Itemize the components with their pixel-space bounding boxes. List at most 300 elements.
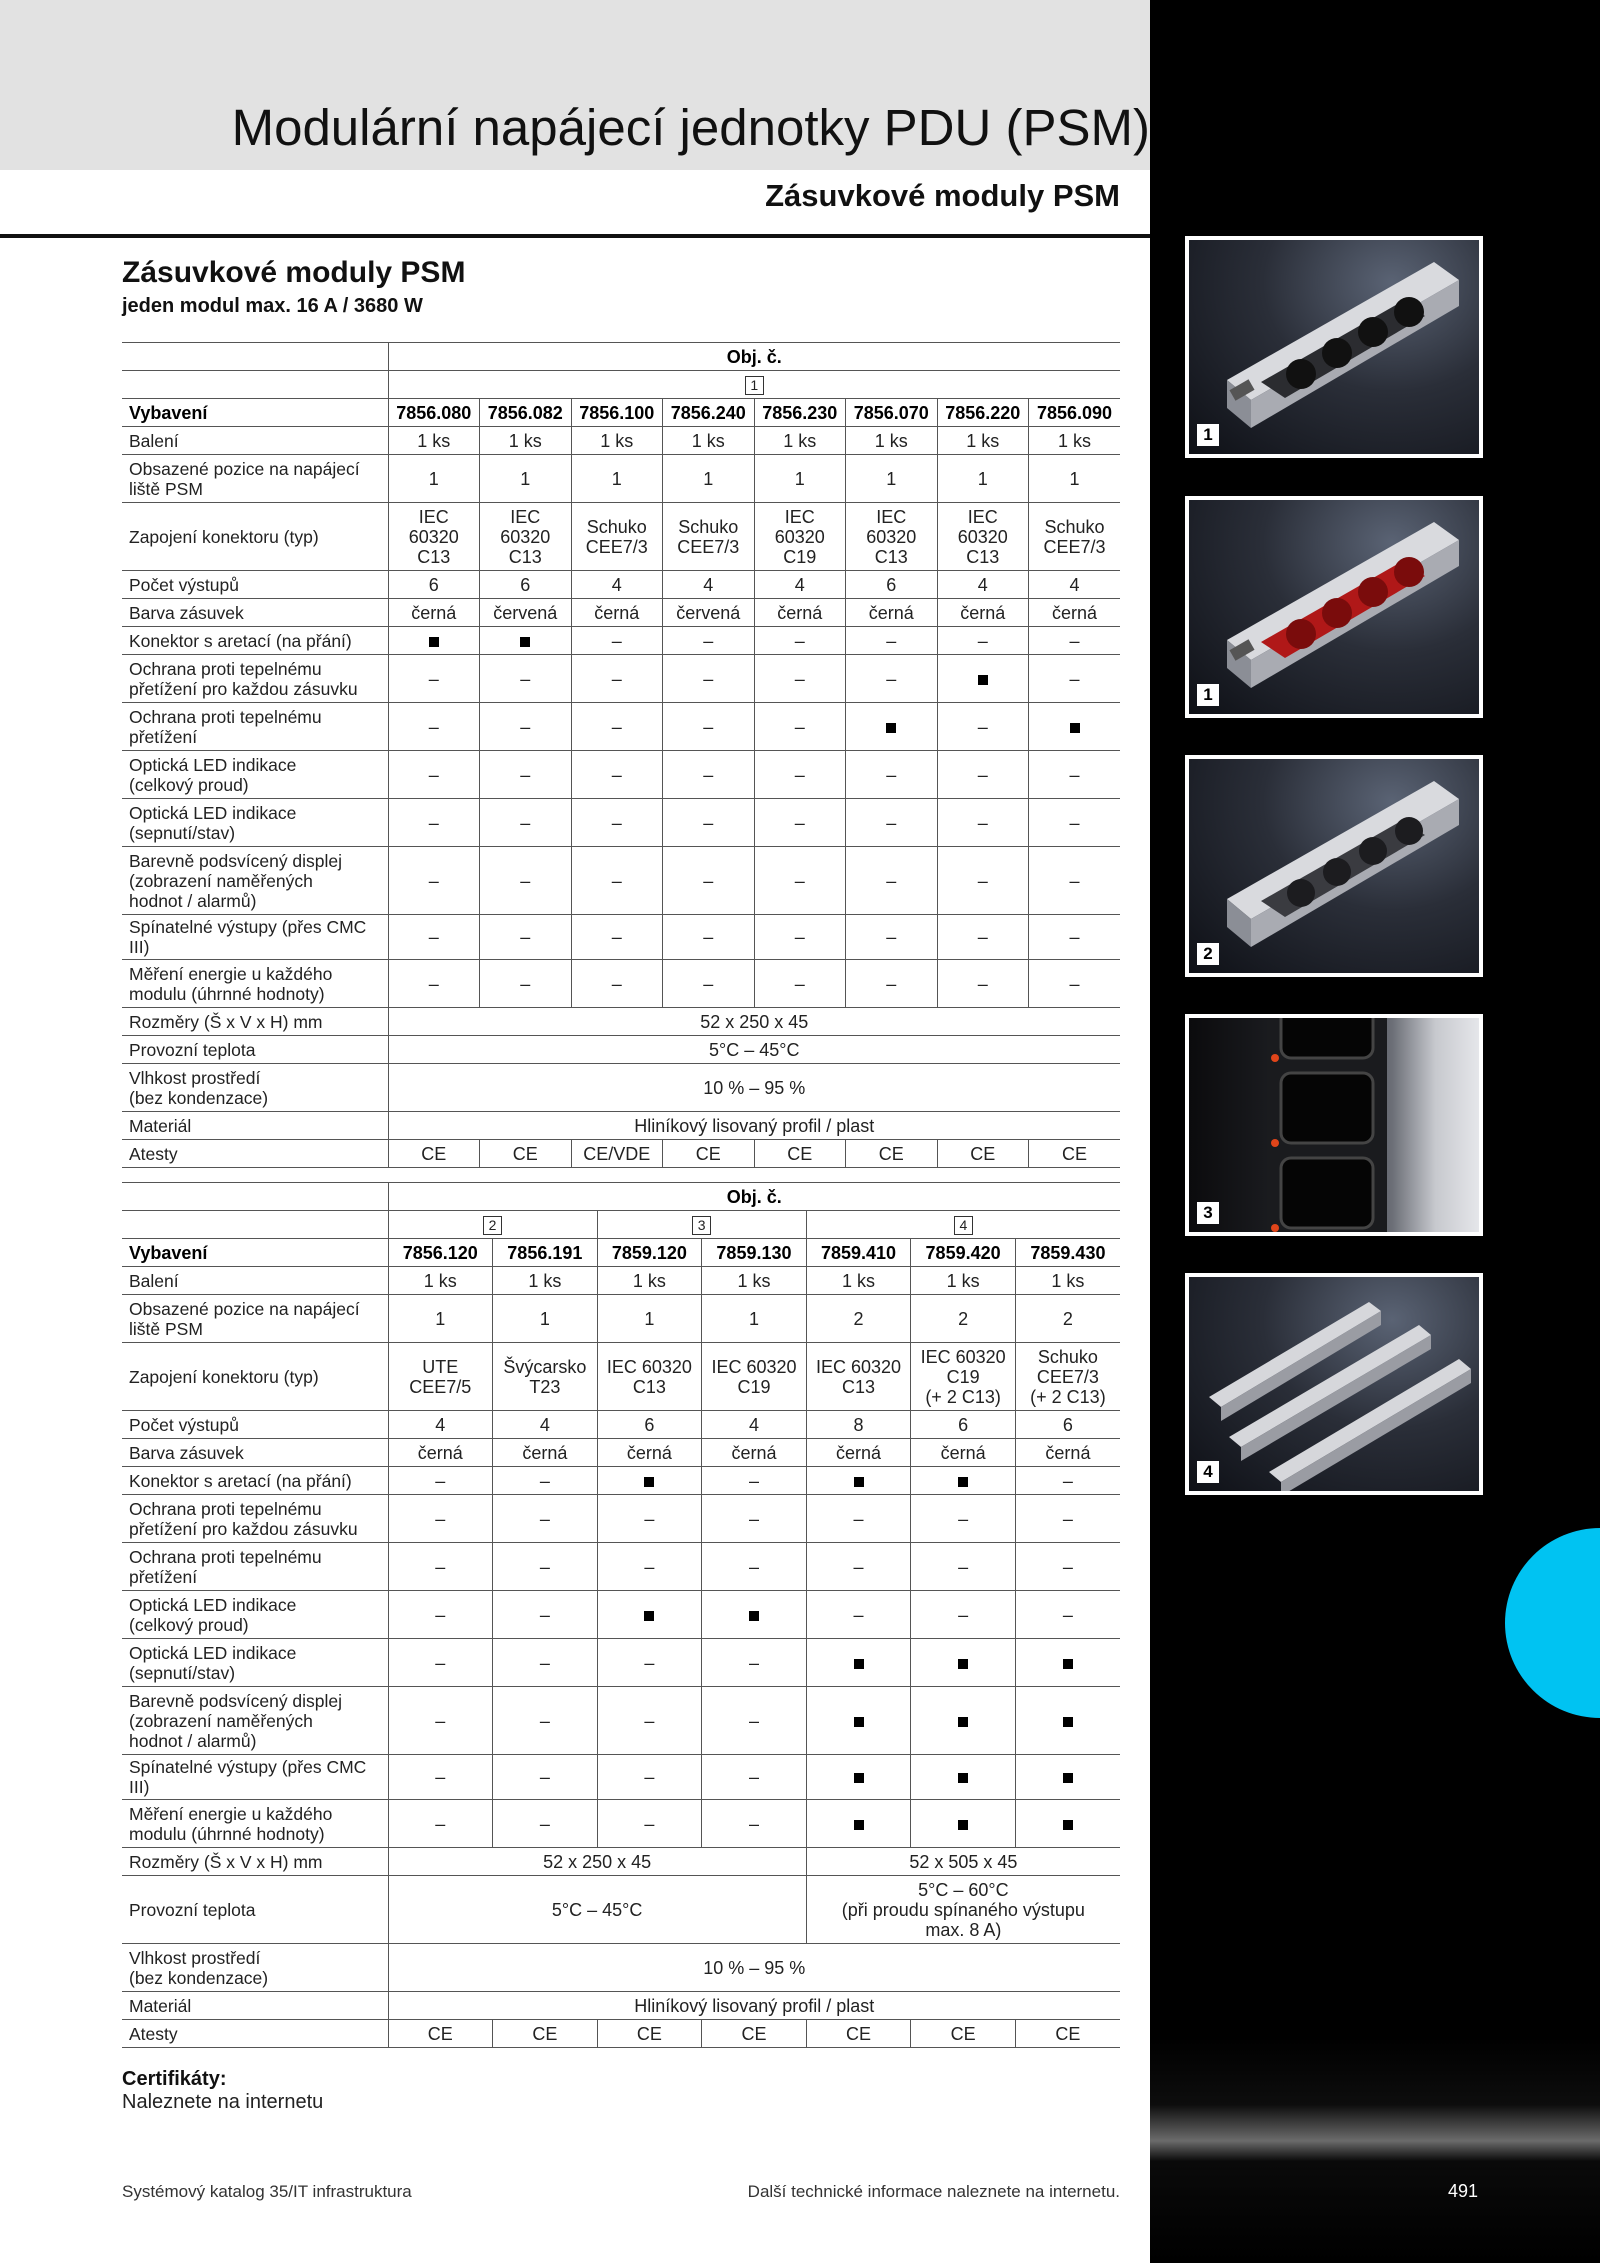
- table-row: [122, 1267, 1120, 1295]
- table-cell: –: [480, 915, 572, 960]
- table-cell: –: [911, 1495, 1016, 1543]
- table-cell: červená: [663, 599, 755, 627]
- table-cell: 1 ks: [388, 427, 480, 455]
- table-cell: 6: [597, 1411, 702, 1439]
- table-cell: CE: [493, 2020, 598, 2048]
- table-cell: 6: [846, 571, 938, 599]
- table-cell: –: [388, 1495, 493, 1543]
- table-cell: –: [571, 655, 663, 703]
- dims-row: [122, 1848, 1120, 1876]
- codes-row: [122, 399, 1120, 427]
- table-cell: –: [911, 1591, 1016, 1639]
- table-cell: černá: [571, 599, 663, 627]
- row-label: Materiál: [122, 1992, 388, 2020]
- table-cell: –: [846, 627, 938, 655]
- order-code: 7859.410: [806, 1239, 911, 1267]
- table-cell: IEC 60320 C19: [702, 1343, 807, 1411]
- page-number: 491: [1448, 2181, 1479, 2201]
- table-cell: –: [597, 1495, 702, 1543]
- row-label: Měření energie u každého modulu (úhrnné hodnoty): [122, 1800, 388, 1848]
- yes-marker-icon: [520, 637, 530, 647]
- table-cell: černá: [597, 1439, 702, 1467]
- table-row: [122, 1008, 1120, 1036]
- product-photo-black-module: [1185, 236, 1483, 458]
- table-cell: –: [388, 703, 480, 751]
- table-cell: –: [754, 915, 846, 960]
- table-cell: 2: [911, 1295, 1016, 1343]
- table-cell: 4: [571, 571, 663, 599]
- order-code: 7856.120: [388, 1239, 493, 1267]
- yes-marker-icon: [644, 1611, 654, 1621]
- table-cell: –: [702, 1543, 807, 1591]
- table-cell: CE: [388, 2020, 493, 2048]
- table-cell: –: [702, 1495, 807, 1543]
- table-cell: 1: [388, 1295, 493, 1343]
- row-label: Počet výstupů: [122, 571, 388, 599]
- table-cell: –: [388, 1591, 493, 1639]
- yes-marker-icon: [749, 1611, 759, 1621]
- table-cell: 1 ks: [806, 1267, 911, 1295]
- yes-marker-icon: [958, 1659, 968, 1669]
- table-cell: –: [754, 799, 846, 847]
- table-cell: –: [846, 847, 938, 915]
- table-cell: –: [480, 655, 572, 703]
- table-cell: –: [493, 1687, 598, 1755]
- merged-value: 52 x 250 x 45: [388, 1008, 1120, 1036]
- table-cell: [388, 627, 480, 655]
- table-cell: –: [493, 1467, 598, 1495]
- table-cell: IEC 60320 C19: [754, 503, 846, 571]
- table-cell: –: [1015, 1591, 1120, 1639]
- row-label: Měření energie u každého modulu (úhrnné hodnoty): [122, 960, 388, 1008]
- table-cell: –: [663, 703, 755, 751]
- table-cell: [702, 1591, 807, 1639]
- table-row: [122, 1112, 1120, 1140]
- product-photo-red-module: [1185, 496, 1483, 718]
- table-row: [122, 1591, 1120, 1639]
- order-code: 7856.082: [480, 399, 572, 427]
- table-cell: –: [1029, 799, 1121, 847]
- table-row: [122, 703, 1120, 751]
- table-row: [122, 1495, 1120, 1543]
- table-row: [122, 1343, 1120, 1411]
- row-label: Optická LED indikace (celkový proud): [122, 751, 388, 799]
- table-cell: CE: [1029, 1140, 1121, 1168]
- table-cell: IEC 60320 C13: [597, 1343, 702, 1411]
- table-row: [122, 1036, 1120, 1064]
- table-cell: [911, 1467, 1016, 1495]
- section-title: Zásuvkové moduly PSM: [122, 256, 466, 289]
- table-cell: –: [663, 960, 755, 1008]
- yes-marker-icon: [886, 723, 896, 733]
- table-cell: [1015, 1800, 1120, 1848]
- table-cell: –: [1029, 960, 1121, 1008]
- table-cell: [911, 1687, 1016, 1755]
- table-cell: CE: [1015, 2020, 1120, 2048]
- spec-table-1: [122, 342, 1120, 1168]
- table-cell: IEC 60320 C13: [846, 503, 938, 571]
- table-row: [122, 751, 1120, 799]
- row-label: Zapojení konektoru (typ): [122, 503, 388, 571]
- table-cell: 1: [846, 455, 938, 503]
- equip-label: Vybavení: [122, 399, 388, 427]
- row-label: Počet výstupů: [122, 1411, 388, 1439]
- table-cell: 1: [571, 455, 663, 503]
- page-subtitle: Zásuvkové moduly PSM: [765, 178, 1120, 213]
- table-cell: –: [846, 799, 938, 847]
- table-cell: IEC 60320 C13: [388, 503, 480, 571]
- table-row: [122, 571, 1120, 599]
- table-cell: 1: [663, 455, 755, 503]
- row-label: Spínatelné výstupy (přes CMC III): [122, 915, 388, 960]
- table-cell: –: [571, 915, 663, 960]
- merged-value: 10 % – 95 %: [388, 1944, 1120, 1992]
- table-cell: –: [846, 960, 938, 1008]
- table-cell: –: [937, 627, 1029, 655]
- table-cell: –: [493, 1495, 598, 1543]
- table-cell: [937, 655, 1029, 703]
- table-cell: [480, 627, 572, 655]
- table-cell: 6: [911, 1411, 1016, 1439]
- table-cell: 6: [480, 571, 572, 599]
- table-cell: 4: [1029, 571, 1121, 599]
- table-cell: [122, 343, 388, 371]
- table-cell: –: [663, 915, 755, 960]
- table-cell: CE: [806, 2020, 911, 2048]
- row-label: Ochrana proti tepelnému přetížení pro každou zásuvku: [122, 1495, 388, 1543]
- table-cell: 1 ks: [493, 1267, 598, 1295]
- row-label: Atesty: [122, 1140, 388, 1168]
- table-cell: –: [480, 703, 572, 751]
- table-cell: černá: [388, 599, 480, 627]
- photo-number: 2: [1197, 943, 1219, 965]
- yes-marker-icon: [429, 637, 439, 647]
- table-cell: –: [388, 1755, 493, 1800]
- table-row: [122, 1439, 1120, 1467]
- temp-row: [122, 1876, 1120, 1944]
- table-cell: –: [388, 1639, 493, 1687]
- table-cell: CE: [846, 1140, 938, 1168]
- table-cell: –: [480, 960, 572, 1008]
- table-cell: 1 ks: [846, 427, 938, 455]
- table-cell: [806, 1755, 911, 1800]
- merged-value: 5°C – 60°C (při proudu spínaného výstupu max. 8 A): [806, 1876, 1120, 1944]
- table-cell: 1 ks: [571, 427, 663, 455]
- table-cell: CE: [702, 2020, 807, 2048]
- table-row: [122, 1467, 1120, 1495]
- obj-label: Obj. č.: [388, 1183, 1120, 1211]
- table-row: [122, 915, 1120, 960]
- table-cell: UTE CEE7/5: [388, 1343, 493, 1411]
- yes-marker-icon: [1063, 1820, 1073, 1830]
- table-cell: [911, 1639, 1016, 1687]
- table-cell: CE: [663, 1140, 755, 1168]
- atesty-row: [122, 1140, 1120, 1168]
- merged-value: Hliníkový lisovaný profil / plast: [388, 1992, 1120, 2020]
- group-cell: [388, 371, 1120, 399]
- row-label: Barevně podsvícený displej (zobrazení naměřených hodnot / alarmů): [122, 1687, 388, 1755]
- row-label: Provozní teplota: [122, 1876, 388, 1944]
- order-code: 7856.220: [937, 399, 1029, 427]
- table-cell: –: [597, 1543, 702, 1591]
- table-cell: 8: [806, 1411, 911, 1439]
- table-row: [122, 503, 1120, 571]
- yes-marker-icon: [978, 675, 988, 685]
- obj-header-row: [122, 1183, 1120, 1211]
- table-cell: 2: [806, 1295, 911, 1343]
- row-label: Rozměry (Š x V x H) mm: [122, 1008, 388, 1036]
- group-number-box: 3: [692, 1216, 711, 1235]
- table-cell: [806, 1800, 911, 1848]
- yes-marker-icon: [644, 1477, 654, 1487]
- yes-marker-icon: [1063, 1717, 1073, 1727]
- merged-value: 10 % – 95 %: [388, 1064, 1120, 1112]
- certificates-text: Naleznete na internetu: [122, 2091, 324, 2113]
- table-cell: černá: [911, 1439, 1016, 1467]
- equip-label: Vybavení: [122, 1239, 388, 1267]
- table-cell: 1 ks: [597, 1267, 702, 1295]
- table-cell: 1: [493, 1295, 598, 1343]
- table-row: [122, 799, 1120, 847]
- table-cell: černá: [1015, 1439, 1120, 1467]
- table-cell: 1: [597, 1295, 702, 1343]
- photo-number: 4: [1197, 1461, 1219, 1483]
- product-photo-iec-closeup: [1185, 1014, 1483, 1236]
- atesty-row: [122, 2020, 1120, 2048]
- table-cell: černá: [493, 1439, 598, 1467]
- table-cell: –: [493, 1639, 598, 1687]
- table-cell: černá: [937, 599, 1029, 627]
- row-label: Barva zásuvek: [122, 599, 388, 627]
- table-cell: černá: [1029, 599, 1121, 627]
- right-photo-panel: [1150, 0, 1600, 2263]
- table-cell: černá: [388, 1439, 493, 1467]
- table-cell: –: [846, 655, 938, 703]
- table-cell: 1 ks: [480, 427, 572, 455]
- table-cell: Schuko CEE7/3: [571, 503, 663, 571]
- yes-marker-icon: [854, 1477, 864, 1487]
- order-code: 7856.100: [571, 399, 663, 427]
- yes-marker-icon: [854, 1773, 864, 1783]
- page-title: Modulární napájecí jednotky PDU (PSM): [231, 99, 1150, 156]
- table-row: [122, 1411, 1120, 1439]
- table-row: [122, 599, 1120, 627]
- table-row: [122, 1295, 1120, 1343]
- table-cell: [597, 1467, 702, 1495]
- table-row: [122, 1755, 1120, 1800]
- table-cell: černá: [702, 1439, 807, 1467]
- table-cell: 4: [937, 571, 1029, 599]
- table-cell: –: [702, 1800, 807, 1848]
- row-label: Ochrana proti tepelnému přetížení: [122, 703, 388, 751]
- table-cell: 4: [493, 1411, 598, 1439]
- table-cell: 1 ks: [1015, 1267, 1120, 1295]
- row-label: Provozní teplota: [122, 1036, 388, 1064]
- group-cell: [388, 1211, 597, 1239]
- table-cell: –: [846, 915, 938, 960]
- table-cell: 4: [754, 571, 846, 599]
- group-row: [122, 371, 1120, 399]
- order-code: 7859.420: [911, 1239, 1016, 1267]
- table-cell: CE: [480, 1140, 572, 1168]
- certificates-title: Certifikáty:: [122, 2068, 227, 2090]
- table-cell: –: [754, 703, 846, 751]
- yes-marker-icon: [854, 1820, 864, 1830]
- row-label: Zapojení konektoru (typ): [122, 1343, 388, 1411]
- table-cell: –: [702, 1687, 807, 1755]
- table-cell: –: [1029, 915, 1121, 960]
- table-cell: –: [388, 751, 480, 799]
- order-code: 7856.191: [493, 1239, 598, 1267]
- obj-header-row: [122, 343, 1120, 371]
- table-cell: –: [663, 751, 755, 799]
- footer-info: Další technické informace naleznete na internetu.: [747, 2182, 1120, 2201]
- yes-marker-icon: [958, 1773, 968, 1783]
- row-label: Obsazené pozice na napájecí liště PSM: [122, 455, 388, 503]
- table-cell: –: [388, 1543, 493, 1591]
- row-label: Vlhkost prostředí (bez kondenzace): [122, 1944, 388, 1992]
- group-cell: [806, 1211, 1120, 1239]
- order-code: 7856.230: [754, 399, 846, 427]
- table-cell: 2: [1015, 1295, 1120, 1343]
- table-cell: –: [937, 960, 1029, 1008]
- table-cell: –: [388, 1800, 493, 1848]
- table-cell: –: [388, 1467, 493, 1495]
- table-cell: –: [1015, 1495, 1120, 1543]
- table-cell: –: [388, 915, 480, 960]
- table-cell: –: [937, 703, 1029, 751]
- table-cell: –: [937, 751, 1029, 799]
- table-cell: černá: [806, 1439, 911, 1467]
- table-cell: –: [937, 847, 1029, 915]
- table-row: [122, 1992, 1120, 2020]
- table-cell: –: [702, 1639, 807, 1687]
- group-number-box: 1: [745, 376, 764, 395]
- table-cell: IEC 60320 C13: [806, 1343, 911, 1411]
- table-cell: 4: [702, 1411, 807, 1439]
- table-cell: –: [806, 1543, 911, 1591]
- table-cell: –: [388, 847, 480, 915]
- table-cell: [806, 1687, 911, 1755]
- table-cell: černá: [846, 599, 938, 627]
- yes-marker-icon: [1063, 1773, 1073, 1783]
- table-cell: červená: [480, 599, 572, 627]
- table-cell: CE/VDE: [571, 1140, 663, 1168]
- table-row: [122, 1800, 1120, 1848]
- table-cell: 1: [480, 455, 572, 503]
- table-cell: [911, 1755, 1016, 1800]
- order-code: 7856.070: [846, 399, 938, 427]
- table-cell: [846, 703, 938, 751]
- row-label: Materiál: [122, 1112, 388, 1140]
- table-cell: –: [388, 655, 480, 703]
- yes-marker-icon: [1070, 723, 1080, 733]
- yes-marker-icon: [854, 1717, 864, 1727]
- table-cell: 1: [388, 455, 480, 503]
- order-code: 7856.090: [1029, 399, 1121, 427]
- table-cell: –: [493, 1543, 598, 1591]
- table-cell: –: [480, 799, 572, 847]
- table-cell: –: [702, 1467, 807, 1495]
- order-code: 7859.120: [597, 1239, 702, 1267]
- order-code: 7859.130: [702, 1239, 807, 1267]
- table-cell: –: [663, 655, 755, 703]
- row-label: Barevně podsvícený displej (zobrazení naměřených hodnot / alarmů): [122, 847, 388, 915]
- table-cell: –: [597, 1687, 702, 1755]
- table-cell: –: [571, 960, 663, 1008]
- table-cell: –: [571, 627, 663, 655]
- table-cell: černá: [754, 599, 846, 627]
- product-photo-long-modules: [1185, 1273, 1483, 1495]
- yes-marker-icon: [958, 1820, 968, 1830]
- table-cell: –: [1015, 1467, 1120, 1495]
- table-cell: –: [571, 751, 663, 799]
- table-cell: –: [1029, 655, 1121, 703]
- table-cell: IEC 60320 C19 (+ 2 C13): [911, 1343, 1016, 1411]
- table-cell: –: [388, 960, 480, 1008]
- order-code: 7859.430: [1015, 1239, 1120, 1267]
- table-cell: Švýcarsko T23: [493, 1343, 598, 1411]
- table-row: [122, 847, 1120, 915]
- merged-value: 52 x 505 x 45: [806, 1848, 1120, 1876]
- table-cell: IEC 60320 C13: [480, 503, 572, 571]
- table-cell: 1 ks: [702, 1267, 807, 1295]
- yes-marker-icon: [1063, 1659, 1073, 1669]
- table-cell: Schuko CEE7/3: [663, 503, 755, 571]
- row-label: Ochrana proti tepelnému přetížení: [122, 1543, 388, 1591]
- merged-value: 5°C – 45°C: [388, 1876, 806, 1944]
- table-cell: 1 ks: [1029, 427, 1121, 455]
- table-cell: Schuko CEE7/3: [1029, 503, 1121, 571]
- table-cell: 1: [937, 455, 1029, 503]
- table-cell: –: [1029, 627, 1121, 655]
- table-cell: 1 ks: [388, 1267, 493, 1295]
- table-cell: 1: [702, 1295, 807, 1343]
- table-cell: –: [754, 627, 846, 655]
- table-row: [122, 1639, 1120, 1687]
- table-cell: –: [388, 799, 480, 847]
- group-cell: [597, 1211, 806, 1239]
- table-cell: 4: [663, 571, 755, 599]
- table-cell: CE: [911, 2020, 1016, 2048]
- order-code: 7856.240: [663, 399, 755, 427]
- table-cell: –: [571, 799, 663, 847]
- table-cell: CE: [754, 1140, 846, 1168]
- table-cell: –: [480, 751, 572, 799]
- table-row: [122, 960, 1120, 1008]
- table-row: [122, 1944, 1120, 1992]
- table-row: [122, 627, 1120, 655]
- row-label: Barva zásuvek: [122, 1439, 388, 1467]
- table-cell: –: [806, 1591, 911, 1639]
- table-cell: –: [806, 1495, 911, 1543]
- table-cell: –: [480, 847, 572, 915]
- table-cell: –: [754, 655, 846, 703]
- table-cell: CE: [937, 1140, 1029, 1168]
- table-row: [122, 1543, 1120, 1591]
- table-cell: –: [571, 847, 663, 915]
- photo-number: 1: [1197, 684, 1219, 706]
- table-cell: –: [597, 1800, 702, 1848]
- table-cell: [597, 1591, 702, 1639]
- table-cell: –: [911, 1543, 1016, 1591]
- table-cell: –: [937, 915, 1029, 960]
- row-label: Optická LED indikace (sepnutí/stav): [122, 799, 388, 847]
- table-cell: [1015, 1639, 1120, 1687]
- table-row: [122, 455, 1120, 503]
- header-rule: [0, 234, 1150, 238]
- table-cell: 6: [1015, 1411, 1120, 1439]
